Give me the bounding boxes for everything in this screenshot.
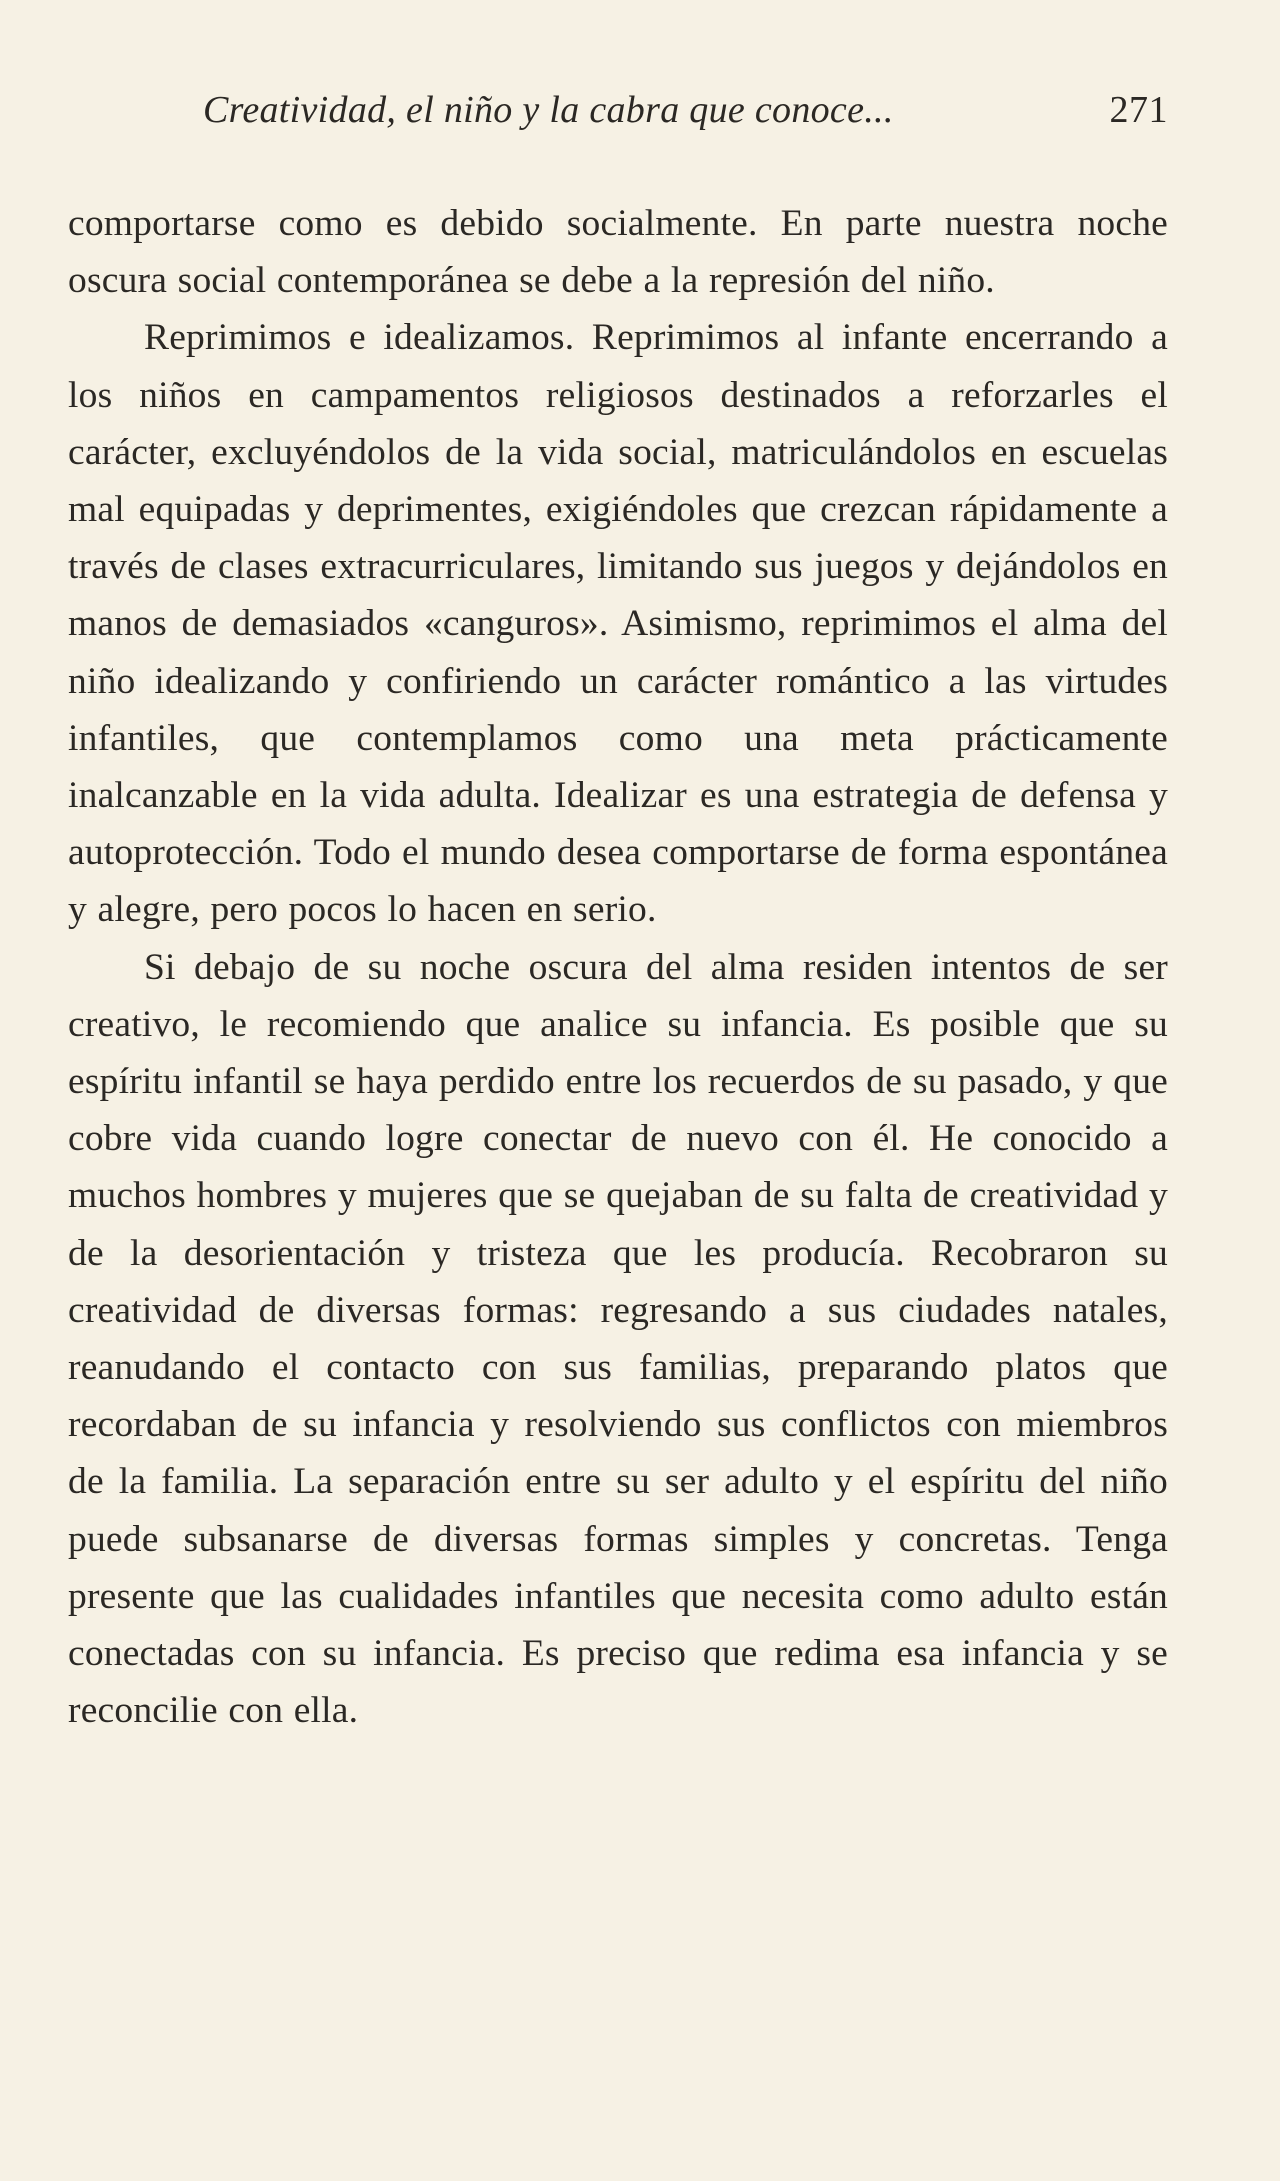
paragraph: Si debajo de su noche oscura del alma residen intentos de ser creativo, le recomiendo que analice su infancia. Es posible que su espíritu infantil se haya perdido entre los recuerdos de su pasado, y que cobre vida cuando logre conectar de nuevo con él. He conocido a muchos hombres y mujeres que se quejaban de su falta de creatividad y de la desorientación y tristeza que les producía. Recobraron su creatividad de diversas formas: regresando a sus ciudades natales, reanudando el contacto con sus familias, preparando platos que recordaban de su infancia y resolviendo sus conflictos con miembros de la familia. La separación entre su ser adulto y el espíritu del niño puede subsanarse de diversas formas simples y concretas. Tenga presente que las cualidades infantiles que necesita como adulto están conectadas con su infancia. Es preciso que redima esa infancia y se reconcilie con ella.	[68, 946, 1168, 1732]
paragraph: comportarse como es debido socialmente. En parte nuestra noche oscura social contemporánea se debe a la represión del niño.	[68, 203, 1168, 302]
running-header	[203, 80, 1168, 140]
body-text	[68, 195, 1168, 1739]
paragraph: Reprimimos e idealizamos. Reprimimos al infante encerrando a los niños en campamentos religiosos destinados a reforzarles el carácter, excluyéndolos de la vida social, matriculándolos en escuelas mal equipadas y deprimentes, exigiéndoles que crezcan rápidamente a través de clases extracurriculares, limitando sus juegos y dejándolos en manos de demasiados «canguros». Asimismo, reprimimos el alma del niño idealizando y confiriendo un carácter romántico a las virtudes infantiles, que contemplamos como una meta prácticamente inalcanzable en la vida adulta. Idealizar es una estrategia de defensa y autoprotección. Todo el mundo desea comportarse de forma espontánea y alegre, pero pocos lo hacen en serio.	[68, 317, 1168, 931]
page-number: 271	[1109, 89, 1168, 131]
running-title: Creatividad, el niño y la cabra que conoce...	[203, 89, 894, 131]
